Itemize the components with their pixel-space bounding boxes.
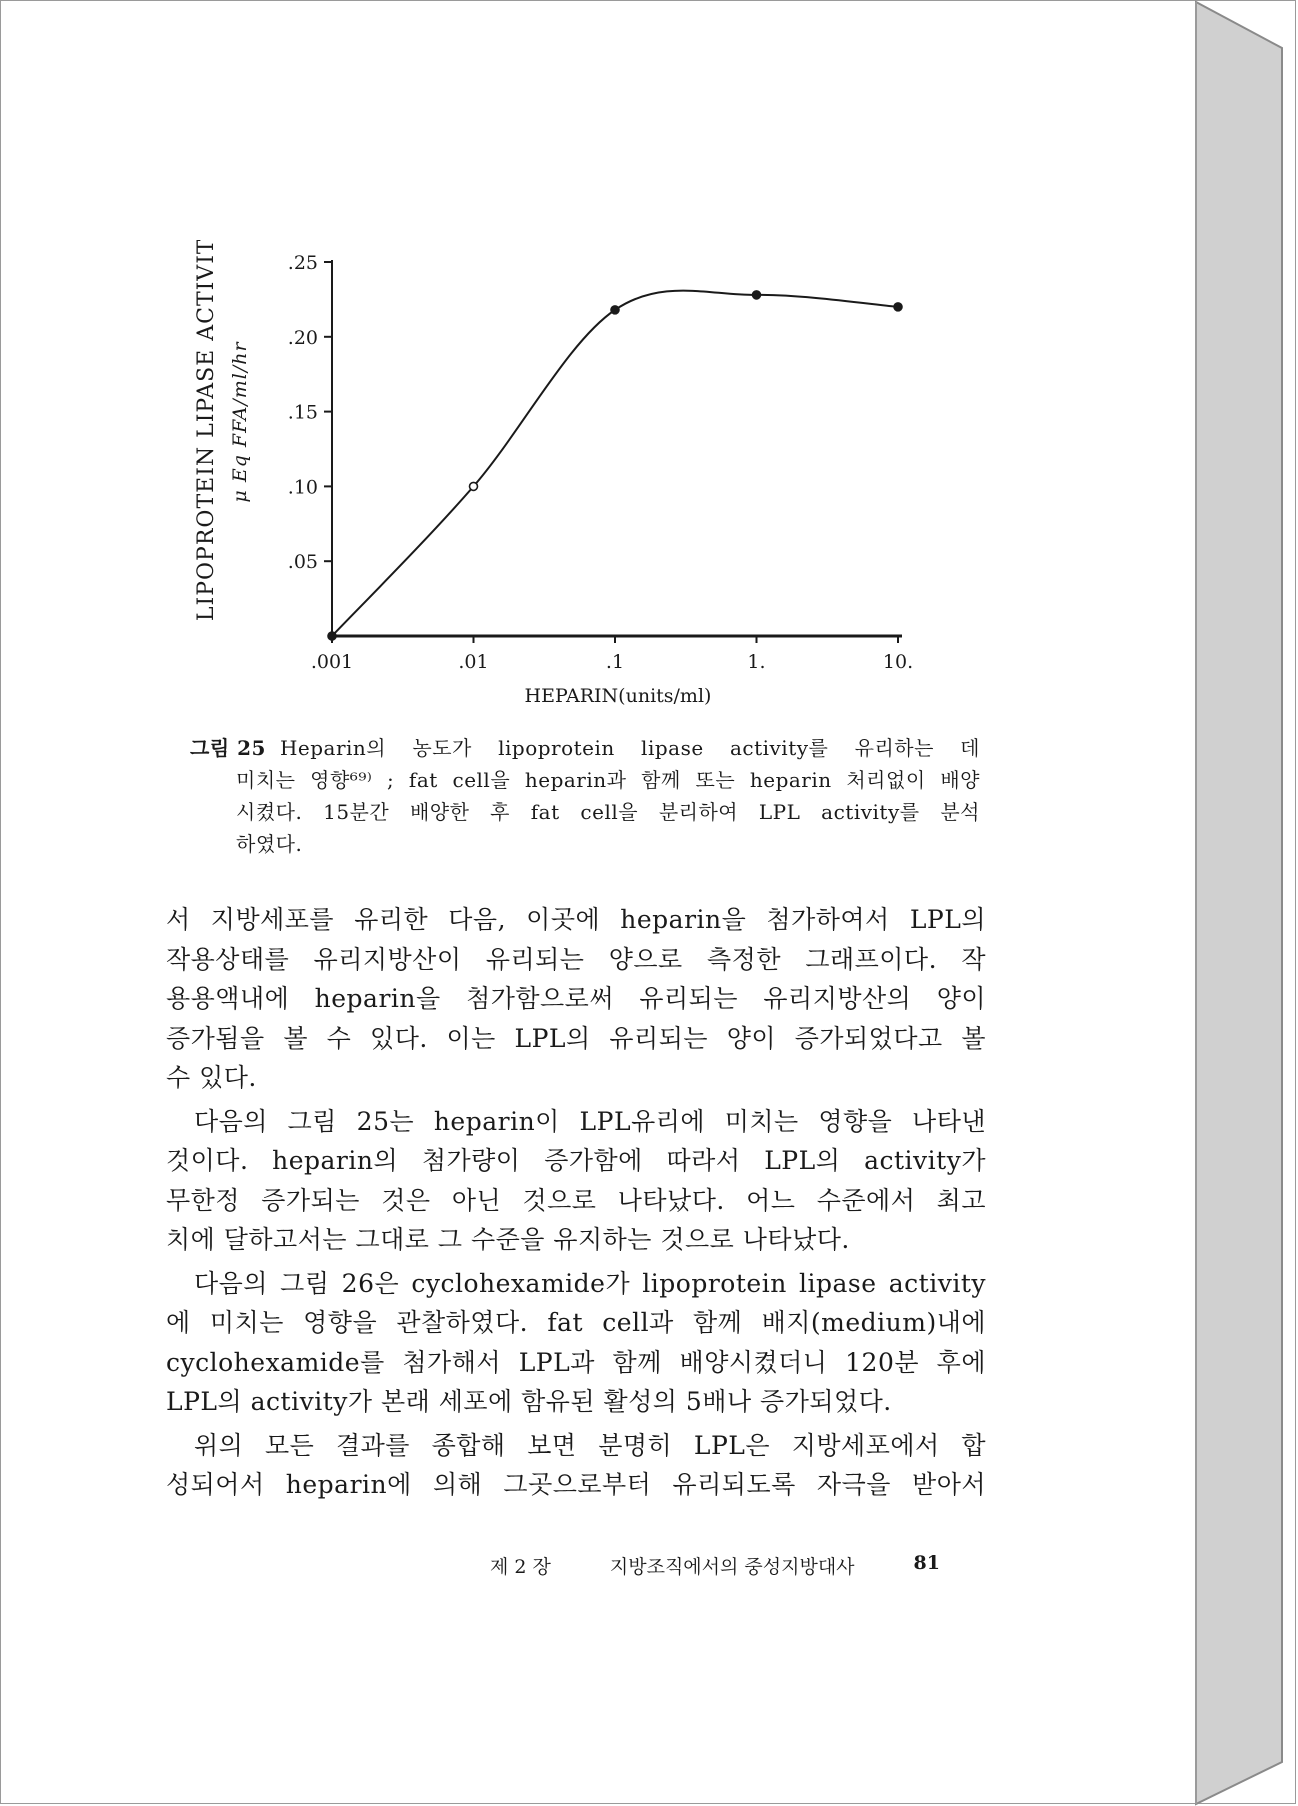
caption-line-2: 미치는 영향⁶⁹⁾ ; fat cell을 heparin과 함께 또는 heparin 처리없이 배양 [236, 768, 980, 792]
text-line: 치에 달하고서는 그대로 그 수준을 유지하는 것으로 나타났다. [166, 1225, 850, 1254]
x-tick-label: .01 [458, 651, 489, 673]
y-axis-label: LIPOPROTEIN LIPASE ACTIVITY [194, 240, 219, 622]
text-line: LPL의 activity가 본래 세포에 함유된 활성의 5배나 증가되었다. [166, 1387, 892, 1416]
data-point [470, 482, 478, 490]
text-line: 무한정 증가되는 것은 아닌 것으로 나타났다. 어느 수준에서 최고 [166, 1185, 986, 1215]
text-line: 수 있다. [166, 1063, 257, 1092]
text-line: 성되어서 heparin에 의해 그곳으로부터 유리되도록 자극을 받아서 [166, 1470, 986, 1499]
ticks-group [288, 252, 913, 673]
paragraph-3 [166, 1264, 986, 1422]
figure-caption [190, 732, 980, 860]
data-point [894, 303, 902, 311]
x-tick-label: .1 [605, 651, 625, 673]
footer-title: 지방조직에서의 중성지방대사 [609, 1556, 855, 1578]
page-footer [490, 1552, 940, 1579]
series-line [332, 291, 898, 636]
text-line: 증가됨을 볼 수 있다. 이는 LPL의 유리되는 양이 증가되었다고 볼 [166, 1023, 986, 1053]
x-tick-label: 1. [747, 651, 766, 673]
y-tick-label: .20 [287, 326, 318, 349]
caption-label: 그림 25 [190, 736, 266, 760]
x-tick-label: .001 [310, 651, 354, 673]
text-line: 에 미치는 영향을 관찰하였다. fat cell과 함께 배지(medium)내에 [166, 1308, 986, 1337]
data-point [753, 291, 761, 299]
y-tick-label: .15 [287, 401, 318, 424]
y-tick-label: .10 [287, 476, 318, 499]
text-line: 다음의 그림 26은 cyclohexamide가 lipoprotein lipase activity [194, 1268, 986, 1298]
paragraph-4 [166, 1426, 986, 1505]
caption-line-4: 하였다. [236, 832, 303, 856]
data-point [611, 306, 619, 314]
figure-25-chart [190, 240, 990, 720]
axes-group [332, 260, 902, 636]
text-line: 서 지방세포를 유리한 다음, 이곳에 heparin을 첨가하여서 LPL의 [166, 905, 986, 934]
x-tick-label: 10. [882, 651, 914, 673]
chart-svg [190, 240, 990, 720]
text-line: cyclohexamide를 첨가해서 LPL과 함께 배양시켰더니 120분 후에 [166, 1347, 986, 1377]
y-tick-label: .05 [287, 551, 318, 574]
caption-line-1: Heparin의 농도가 lipoprotein lipase activity를 유리하는 데 [279, 736, 980, 760]
text-line: 것이다. heparin의 첨가량이 증가함에 따라서 LPL의 activity가 [166, 1146, 986, 1175]
caption-line-3: 시켰다. 15분간 배양한 후 fat cell을 분리하여 LPL activity를 분석 [236, 800, 980, 824]
y-axis-unit-label: μ Eq FFA/ml/hr [229, 341, 251, 503]
paragraph-2 [166, 1102, 986, 1260]
text-line: 작용상태를 유리지방산이 유리되는 양으로 측정한 그래프이다. 작 [166, 944, 986, 974]
paragraph-1 [166, 900, 986, 1098]
points-group [328, 291, 902, 640]
body-text [166, 900, 986, 1505]
x-axis-label: HEPARIN(units/ml) [524, 685, 712, 707]
text-line: 위의 모든 결과를 종합해 보면 분명히 LPL은 지방세포에서 합 [194, 1430, 986, 1460]
y-tick-label: .25 [287, 252, 318, 274]
data-point [328, 632, 336, 640]
page-number: 81 [913, 1552, 940, 1574]
text-line: 다음의 그림 25는 heparin이 LPL유리에 미치는 영향을 나타낸 [194, 1106, 986, 1136]
text-line: 용용액내에 heparin을 첨가함으로써 유리되는 유리지방산의 양이 [166, 984, 986, 1013]
footer-chapter: 제 2 장 [490, 1556, 551, 1578]
